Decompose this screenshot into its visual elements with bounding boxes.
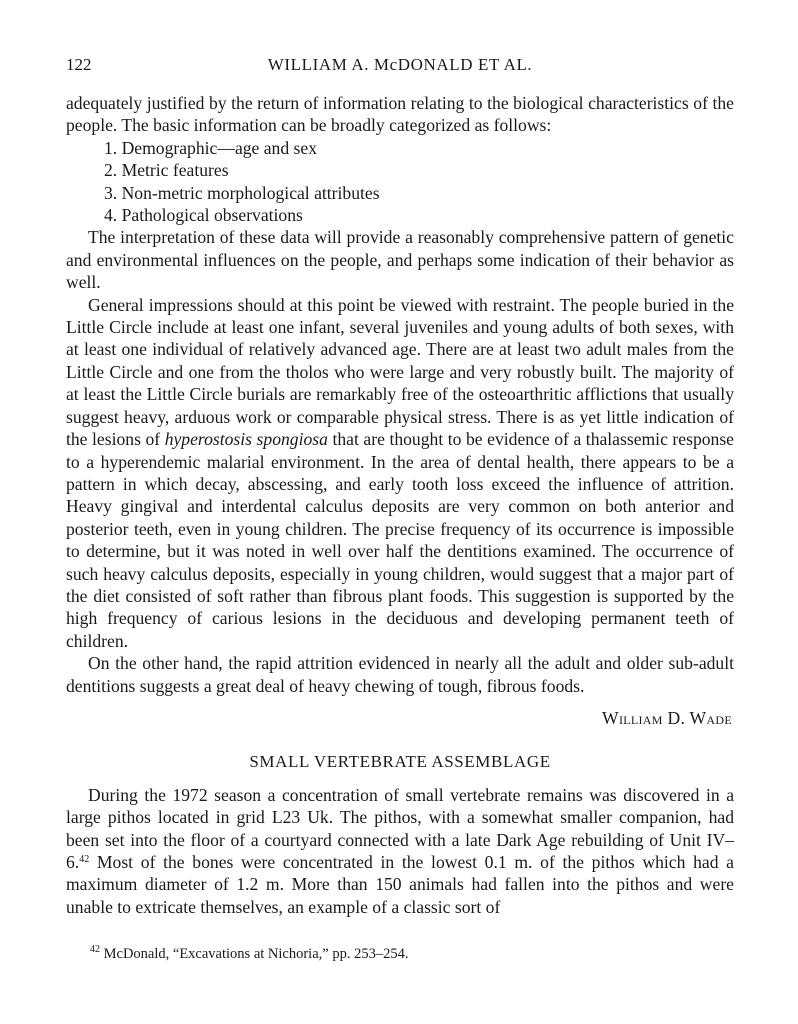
paragraph-attrition: On the other hand, the rapid attrition evidenced in nearly all the adult and older sub-adult dentitions suggests a great deal of heavy chewing of tough, fibrous foods.	[66, 653, 734, 696]
section-heading: SMALL VERTEBRATE ASSEMBLAGE	[249, 752, 551, 772]
category-item: 3. Non-metric morphological attributes	[104, 182, 380, 203]
paragraph-interpretation: The interpretation of these data will provide a reasonably comprehensive pattern of genetic and environmental influences on the people, and perhaps some indication of their behavior as well.	[66, 227, 734, 293]
italic-term: hyperostosis spongiosa	[164, 429, 328, 450]
body-text	[66, 92, 734, 918]
footnote-text: McDonald, “Excavations at Nichoria,” pp. 253–254.	[100, 946, 409, 962]
footnote	[90, 945, 730, 963]
author-signature: William D. Wade	[602, 707, 732, 728]
category-item: 2. Metric features	[104, 160, 229, 181]
category-list	[66, 137, 734, 227]
category-item: 4. Pathological observations	[104, 205, 303, 226]
page-header	[66, 55, 734, 81]
paragraph-vertebrate	[66, 784, 734, 918]
paragraph-text: General impressions should at this point be viewed with restraint. The people buried in the Little Circle include at least one infant, several juveniles and young adults of both sexes, with at least one individual of relatively advanced age. There are at least two adult males from the Little Circle and one from the tholos who were large and very robustly built. The majority of at least the Little Circle burials are remarkably free of the osteoarthritic afflictions that usually suggest heavy, arduous work or comparable physical stress. There is as yet little indication of the lesions of	[66, 294, 734, 450]
page-number: 122	[66, 55, 92, 74]
footnote-number: 42	[90, 944, 100, 955]
paragraph-text: that are thought to be evidence of a thalassemic response to a hyperendemic malarial environment. In the area of dental health, there appears to be a pattern in which decay, abscessing, and early tooth loss exceed the influence of attrition. Heavy gingival and interdental calculus deposits are very common on both anterior and posterior teeth, even in young children. The precise frequency of its occurrence is impossible to determine, but it was noted in well over half the dentitions examined. The occurrence of such heavy calculus deposits, especially in young children, would suggest that a major part of the diet consisted of soft rather than fibrous plant foods. This suggestion is supported by the high frequency of carious lesions in the deciduous and developing permanent teeth of children.	[66, 429, 734, 651]
paragraph-text: During the 1972 season a concentration of small vertebrate remains was discovered in a large pithos located in grid L23 Uk. The pithos, with a somewhat smaller companion, had been set into the floor of a courtyard connected with a late Dark Age rebuilding of Unit IV–6.	[66, 784, 734, 872]
paragraph-text: Most of the bones were concentrated in the lowest 0.1 m. of the pithos which had a maximum diameter of 1.2 m. More than 150 animals had fallen into the pithos and were unable to extricate themselves, an example of a classic sort of	[66, 852, 734, 917]
paragraph-general-impressions	[66, 294, 734, 653]
category-item: 1. Demographic—age and sex	[104, 137, 318, 158]
paragraph-intro: adequately justified by the return of information relating to the biological characteristics of the people. The basic information can be broadly categorized as follows:	[66, 93, 734, 136]
footnote-reference: 42	[79, 854, 90, 865]
running-title: WILLIAM A. McDONALD ET AL.	[267, 55, 533, 74]
